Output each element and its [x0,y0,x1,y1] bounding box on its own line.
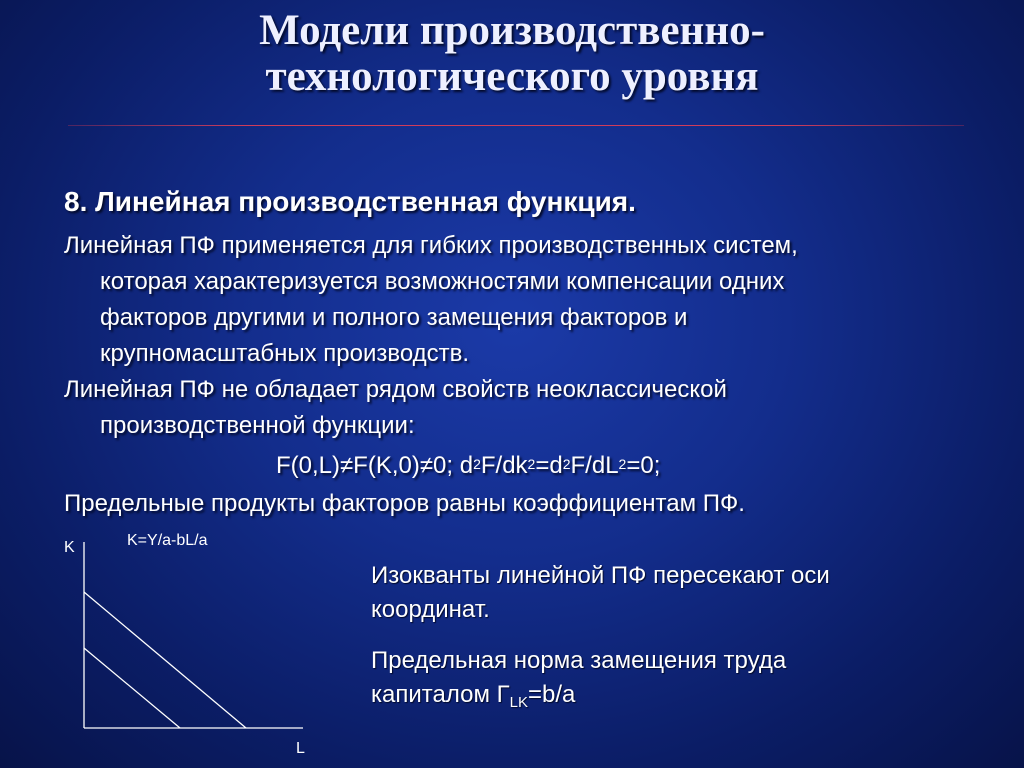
isoquant-line-upper [84,592,246,728]
note-substitution-rate [371,644,971,715]
formula-part-2: F/dk [480,452,528,479]
note-1-line-2: координат. [371,596,490,623]
paragraph-2-line-1: Линейная ПФ не обладает рядом свойств неоклассической [64,376,727,403]
paragraph-1-line-4: крупномасштабных производств. [100,340,470,367]
paragraph-3-line-1: Предельные продукты факторов равны коэффициентам ПФ. [64,490,745,517]
title-line-1: Модели производственно- [259,7,765,54]
formula-part-4: F/dL [570,452,619,479]
formula-part-3: =d [535,452,563,479]
note-2-line-1: Предельная норма замещения труда [371,647,787,674]
paragraph-1-line-2: которая характеризуется возможностями компенсации одних [100,268,785,295]
note-1-line-1: Изокванты линейной ПФ пересекают оси [371,562,830,589]
formula-sup-1: 2 [473,456,481,472]
note-2-line-2 [371,678,971,715]
formula-sup-2: 2 [527,456,536,472]
note-2-suffix: =b/a [528,681,576,708]
note-2-subscript: LK [509,694,528,711]
formula-sup-3: 2 [562,456,571,472]
section-heading: 8. Линейная производственная функция. [64,186,636,217]
note-2-prefix: капиталом Г [371,681,510,708]
paragraph-1-line-3: факторов другими и полного замещения факторов и [100,304,688,331]
formula-sup-4: 2 [618,456,627,472]
formula-part-5: =0; [626,452,661,479]
graph-y-label: K [64,539,75,556]
note-isoquants [371,559,971,627]
graph-equation: K=Y/a-bL/a [127,532,208,549]
formula-part-1: F(0,L)≠F(K,0)≠0; d [276,452,474,479]
paragraph-2-line-2: производственной функции: [100,412,415,439]
title-line-2: технологического уровня [265,53,759,100]
paragraph-1-line-1: Линейная ПФ применяется для гибких производственных систем, [64,232,798,259]
graph-x-label: L [296,740,305,757]
